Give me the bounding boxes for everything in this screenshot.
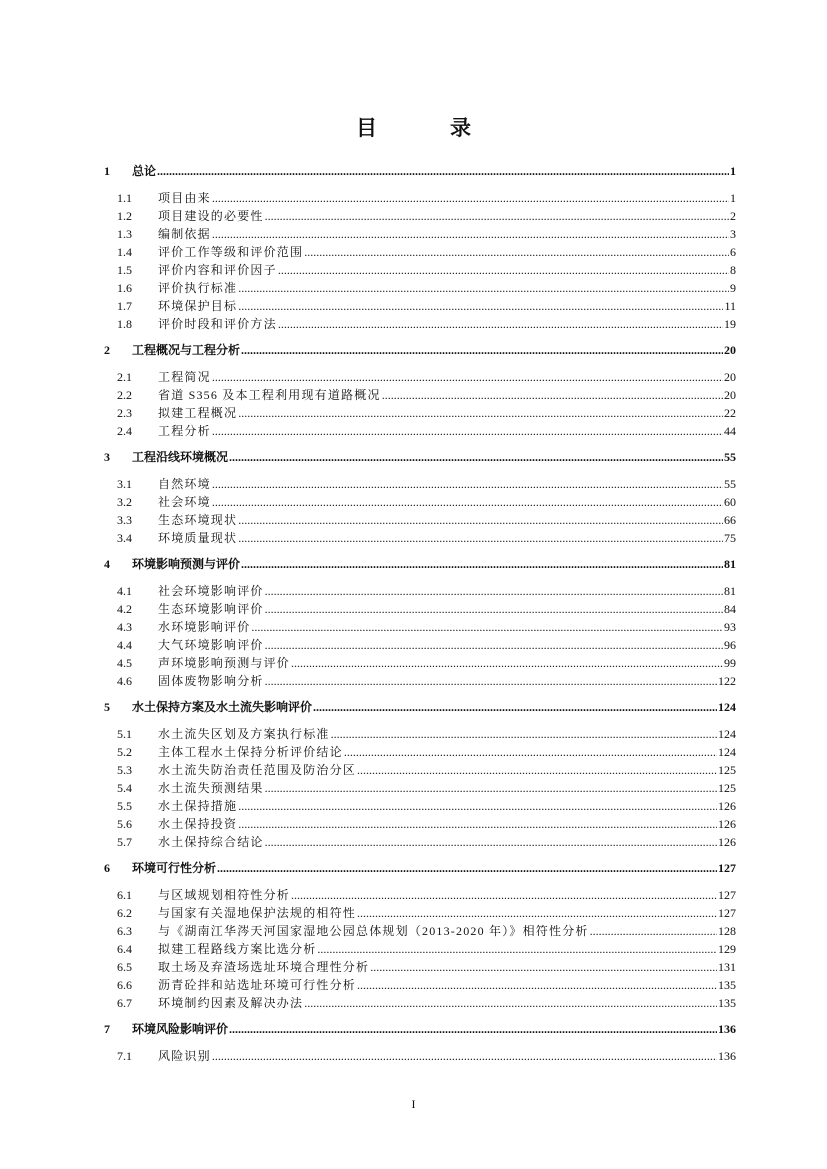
section-page-number: 128	[718, 924, 736, 938]
chapter-page-number: 81	[724, 557, 736, 571]
section-title: 风险识别	[158, 1049, 211, 1063]
chapter-title: 环境风险影响评价	[132, 1022, 229, 1036]
section-number: 3.1	[117, 477, 132, 491]
section-page-number: 93	[724, 620, 736, 634]
section-page-number: 44	[724, 424, 736, 438]
dot-leader	[251, 618, 723, 636]
section-page-number: 20	[724, 370, 736, 384]
section-title: 沥青砼拌和站选址环境可行性分析	[158, 978, 357, 992]
toc-chapter-entry[interactable]	[104, 1021, 736, 1038]
toc-section-entry[interactable]	[104, 582, 736, 600]
dot-leader	[304, 994, 717, 1012]
dot-leader	[331, 725, 717, 743]
toc-section-entry[interactable]	[104, 636, 736, 654]
section-page-number: 126	[718, 799, 736, 813]
section-title: 环境保护目标	[158, 299, 238, 313]
section-title: 主体工程水土保持分析评价结论	[158, 745, 343, 759]
section-title: 项目建设的必要性	[158, 209, 264, 223]
section-number: 1.7	[117, 299, 132, 313]
chapter-number: 7	[104, 1022, 110, 1036]
section-title: 水土保持措施	[158, 799, 238, 813]
dot-leader	[265, 582, 723, 600]
section-page-number: 126	[718, 817, 736, 831]
toc-section-entry[interactable]	[104, 422, 736, 440]
section-number: 3.2	[117, 495, 132, 509]
chapter-page-number: 136	[718, 1022, 736, 1036]
chapter-number: 3	[104, 450, 110, 464]
section-number: 6.3	[117, 924, 132, 938]
toc-section-entry[interactable]	[104, 725, 736, 743]
section-page-number: 20	[724, 388, 736, 402]
section-number: 6.7	[117, 996, 132, 1010]
chapter-title: 工程沿线环境概况	[132, 450, 229, 464]
section-number: 4.6	[117, 674, 132, 688]
section-number: 6.6	[117, 978, 132, 992]
toc-section-entry[interactable]	[104, 922, 736, 940]
toc-section-entry[interactable]	[104, 743, 736, 761]
section-number: 3.4	[117, 531, 132, 545]
dot-leader	[265, 600, 723, 618]
toc-section-entry[interactable]	[104, 511, 736, 529]
toc-section-entry[interactable]	[104, 368, 736, 386]
dot-leader	[212, 189, 729, 207]
section-page-number: 127	[718, 906, 736, 920]
chapter-page-number: 127	[718, 861, 736, 875]
section-title: 环境质量现状	[158, 531, 238, 545]
section-title: 生态环境影响评价	[158, 602, 264, 616]
dot-leader	[238, 797, 717, 815]
dot-leader	[382, 386, 723, 404]
section-page-number: 136	[718, 1049, 736, 1063]
section-title: 省道 S356 及本工程利用现有道路概况	[158, 388, 381, 402]
chapter-page-number: 1	[730, 164, 736, 178]
section-page-number: 135	[718, 996, 736, 1010]
chapter-number: 2	[104, 343, 110, 357]
toc-section-entry[interactable]	[104, 386, 736, 404]
page-number-footer: I	[411, 1097, 416, 1111]
toc-section-entry[interactable]	[104, 404, 736, 422]
toc-section-entry[interactable]	[104, 815, 736, 833]
dot-leader	[238, 297, 723, 315]
section-title: 工程简况	[158, 370, 211, 384]
section-number: 2.3	[117, 406, 132, 420]
dot-leader	[217, 860, 717, 877]
section-number: 5.3	[117, 763, 132, 777]
dot-leader	[157, 163, 729, 180]
toc-section-entry[interactable]	[104, 833, 736, 851]
section-title: 环境制约因素及解决办法	[158, 996, 304, 1010]
dot-leader	[265, 833, 717, 851]
dot-leader	[291, 886, 717, 904]
section-page-number: 125	[718, 763, 736, 777]
section-page-number: 1	[730, 191, 736, 205]
section-page-number: 96	[724, 638, 736, 652]
toc-section-entry[interactable]	[104, 994, 736, 1012]
toc-chapter-entry[interactable]	[104, 699, 736, 716]
section-page-number: 125	[718, 781, 736, 795]
section-title: 水土保持综合结论	[158, 835, 264, 849]
section-page-number: 99	[724, 656, 736, 670]
dot-leader	[212, 475, 723, 493]
section-page-number: 3	[730, 227, 736, 241]
dot-leader	[212, 1047, 717, 1065]
toc-section-entry[interactable]	[104, 493, 736, 511]
section-number: 6.4	[117, 942, 132, 956]
dot-leader	[238, 404, 723, 422]
table-of-contents	[104, 163, 736, 1065]
toc-chapter-entry[interactable]	[104, 449, 736, 466]
section-title: 生态环境现状	[158, 513, 238, 527]
page-title: 目 录	[356, 116, 497, 140]
toc-section-entry[interactable]	[104, 672, 736, 690]
dot-leader	[370, 958, 717, 976]
section-number: 4.3	[117, 620, 132, 634]
dot-leader	[357, 904, 717, 922]
toc-section-entry[interactable]	[104, 618, 736, 636]
section-page-number: 75	[724, 531, 736, 545]
section-title: 评价内容和评价因子	[158, 263, 277, 277]
chapter-number: 4	[104, 557, 110, 571]
dot-leader	[229, 449, 723, 466]
section-page-number: 2	[730, 209, 736, 223]
dot-leader	[238, 279, 729, 297]
dot-leader	[291, 654, 723, 672]
section-page-number: 6	[730, 245, 736, 259]
section-title: 拟建工程概况	[158, 406, 238, 420]
section-title: 评价时段和评价方法	[158, 317, 277, 331]
dot-leader	[265, 207, 729, 225]
section-page-number: 22	[724, 406, 736, 420]
section-number: 2.4	[117, 424, 132, 438]
section-title: 评价工作等级和评价范围	[158, 245, 304, 259]
section-title: 社会环境	[158, 495, 211, 509]
chapter-page-number: 55	[724, 450, 736, 464]
section-page-number: 135	[718, 978, 736, 992]
toc-section-entry[interactable]	[104, 279, 736, 297]
dot-leader	[238, 815, 717, 833]
chapter-number: 6	[104, 861, 110, 875]
section-number: 4.1	[117, 584, 132, 598]
section-number: 1.6	[117, 281, 132, 295]
chapter-title: 工程概况与工程分析	[132, 343, 241, 357]
dot-leader	[317, 940, 717, 958]
toc-section-entry[interactable]	[104, 1047, 736, 1065]
toc-section-entry[interactable]	[104, 940, 736, 958]
section-title: 水土流失防治责任范围及防治分区	[158, 763, 357, 777]
section-title: 自然环境	[158, 477, 211, 491]
section-title: 编制依据	[158, 227, 211, 241]
toc-section-entry[interactable]	[104, 315, 736, 333]
section-page-number: 84	[724, 602, 736, 616]
section-title: 社会环境影响评价	[158, 584, 264, 598]
dot-leader	[212, 493, 723, 511]
section-title: 与区域规划相符性分析	[158, 888, 291, 902]
toc-section-entry[interactable]	[104, 797, 736, 815]
section-page-number: 60	[724, 495, 736, 509]
dot-leader	[241, 556, 723, 573]
section-title: 水土流失预测结果	[158, 781, 264, 795]
toc-section-entry[interactable]	[104, 600, 736, 618]
dot-leader	[212, 422, 723, 440]
dot-leader	[265, 636, 723, 654]
section-title: 取土场及弃渣场选址环境合理性分析	[158, 960, 370, 974]
toc-section-entry[interactable]	[104, 958, 736, 976]
section-page-number: 129	[718, 942, 736, 956]
section-page-number: 122	[718, 674, 736, 688]
dot-leader	[590, 922, 717, 940]
toc-section-entry[interactable]	[104, 904, 736, 922]
dot-leader	[265, 779, 717, 797]
chapter-page-number: 20	[724, 343, 736, 357]
section-number: 6.1	[117, 888, 132, 902]
section-title: 与《湖南江华涔天河国家湿地公园总体规划（2013-2020 年）》相符性分析	[158, 924, 589, 938]
toc-chapter-entry[interactable]	[104, 556, 736, 573]
chapter-number: 5	[104, 700, 110, 714]
section-page-number: 124	[718, 727, 736, 741]
section-page-number: 66	[724, 513, 736, 527]
section-page-number: 126	[718, 835, 736, 849]
toc-section-entry[interactable]	[104, 243, 736, 261]
dot-leader	[238, 511, 723, 529]
section-page-number: 19	[724, 317, 736, 331]
section-number: 2.2	[117, 388, 132, 402]
section-page-number: 9	[730, 281, 736, 295]
toc-section-entry[interactable]	[104, 189, 736, 207]
chapter-page-number: 124	[718, 700, 736, 714]
section-title: 固体废物影响分析	[158, 674, 264, 688]
section-number: 5.5	[117, 799, 132, 813]
toc-section-entry[interactable]	[104, 207, 736, 225]
section-title: 水土流失区划及方案执行标准	[158, 727, 330, 741]
toc-section-entry[interactable]	[104, 297, 736, 315]
section-number: 5.2	[117, 745, 132, 759]
section-title: 水环境影响评价	[158, 620, 251, 634]
section-title: 与国家有关湿地保护法规的相符性	[158, 906, 357, 920]
section-number: 2.1	[117, 370, 132, 384]
section-number: 1.2	[117, 209, 132, 223]
toc-chapter-entry[interactable]	[104, 860, 736, 877]
section-title: 拟建工程路线方案比选分析	[158, 942, 317, 956]
section-number: 1.5	[117, 263, 132, 277]
section-number: 4.2	[117, 602, 132, 616]
section-number: 4.4	[117, 638, 132, 652]
section-page-number: 55	[724, 477, 736, 491]
section-number: 1.8	[117, 317, 132, 331]
dot-leader	[241, 342, 723, 359]
section-number: 6.2	[117, 906, 132, 920]
section-number: 5.4	[117, 781, 132, 795]
dot-leader	[278, 315, 723, 333]
toc-section-entry[interactable]	[104, 529, 736, 547]
section-number: 6.5	[117, 960, 132, 974]
section-number: 1.4	[117, 245, 132, 259]
section-number: 4.5	[117, 656, 132, 670]
section-number: 5.6	[117, 817, 132, 831]
section-title: 工程分析	[158, 424, 211, 438]
toc-section-entry[interactable]	[104, 475, 736, 493]
toc-section-entry[interactable]	[104, 761, 736, 779]
dot-leader	[357, 976, 717, 994]
dot-leader	[344, 743, 717, 761]
toc-section-entry[interactable]	[104, 261, 736, 279]
section-number: 1.1	[117, 191, 132, 205]
section-number: 7.1	[117, 1049, 132, 1063]
chapter-title: 环境影响预测与评价	[132, 557, 241, 571]
section-number: 5.7	[117, 835, 132, 849]
toc-chapter-entry[interactable]	[104, 163, 736, 180]
section-page-number: 81	[724, 584, 736, 598]
dot-leader	[304, 243, 729, 261]
chapter-title: 环境可行性分析	[132, 861, 217, 875]
dot-leader	[357, 761, 717, 779]
section-title: 项目由来	[158, 191, 211, 205]
section-title: 水土保持投资	[158, 817, 238, 831]
chapter-number: 1	[104, 164, 110, 178]
section-number: 3.3	[117, 513, 132, 527]
section-page-number: 124	[718, 745, 736, 759]
section-page-number: 131	[718, 960, 736, 974]
toc-section-entry[interactable]	[104, 779, 736, 797]
toc-section-entry[interactable]	[104, 886, 736, 904]
dot-leader	[313, 699, 717, 716]
section-title: 评价执行标准	[158, 281, 238, 295]
chapter-title: 总论	[132, 164, 157, 178]
toc-section-entry[interactable]	[104, 225, 736, 243]
toc-section-entry[interactable]	[104, 976, 736, 994]
dot-leader	[265, 672, 717, 690]
chapter-title: 水土保持方案及水土流失影响评价	[132, 700, 313, 714]
section-page-number: 127	[718, 888, 736, 902]
dot-leader	[212, 225, 729, 243]
section-number: 5.1	[117, 727, 132, 741]
dot-leader	[238, 529, 723, 547]
dot-leader	[278, 261, 729, 279]
dot-leader	[229, 1021, 717, 1038]
toc-chapter-entry[interactable]	[104, 342, 736, 359]
toc-section-entry[interactable]	[104, 654, 736, 672]
section-number: 1.3	[117, 227, 132, 241]
dot-leader	[212, 368, 723, 386]
section-page-number: 11	[724, 299, 736, 313]
section-page-number: 8	[730, 263, 736, 277]
section-title: 声环境影响预测与评价	[158, 656, 291, 670]
section-title: 大气环境影响评价	[158, 638, 264, 652]
